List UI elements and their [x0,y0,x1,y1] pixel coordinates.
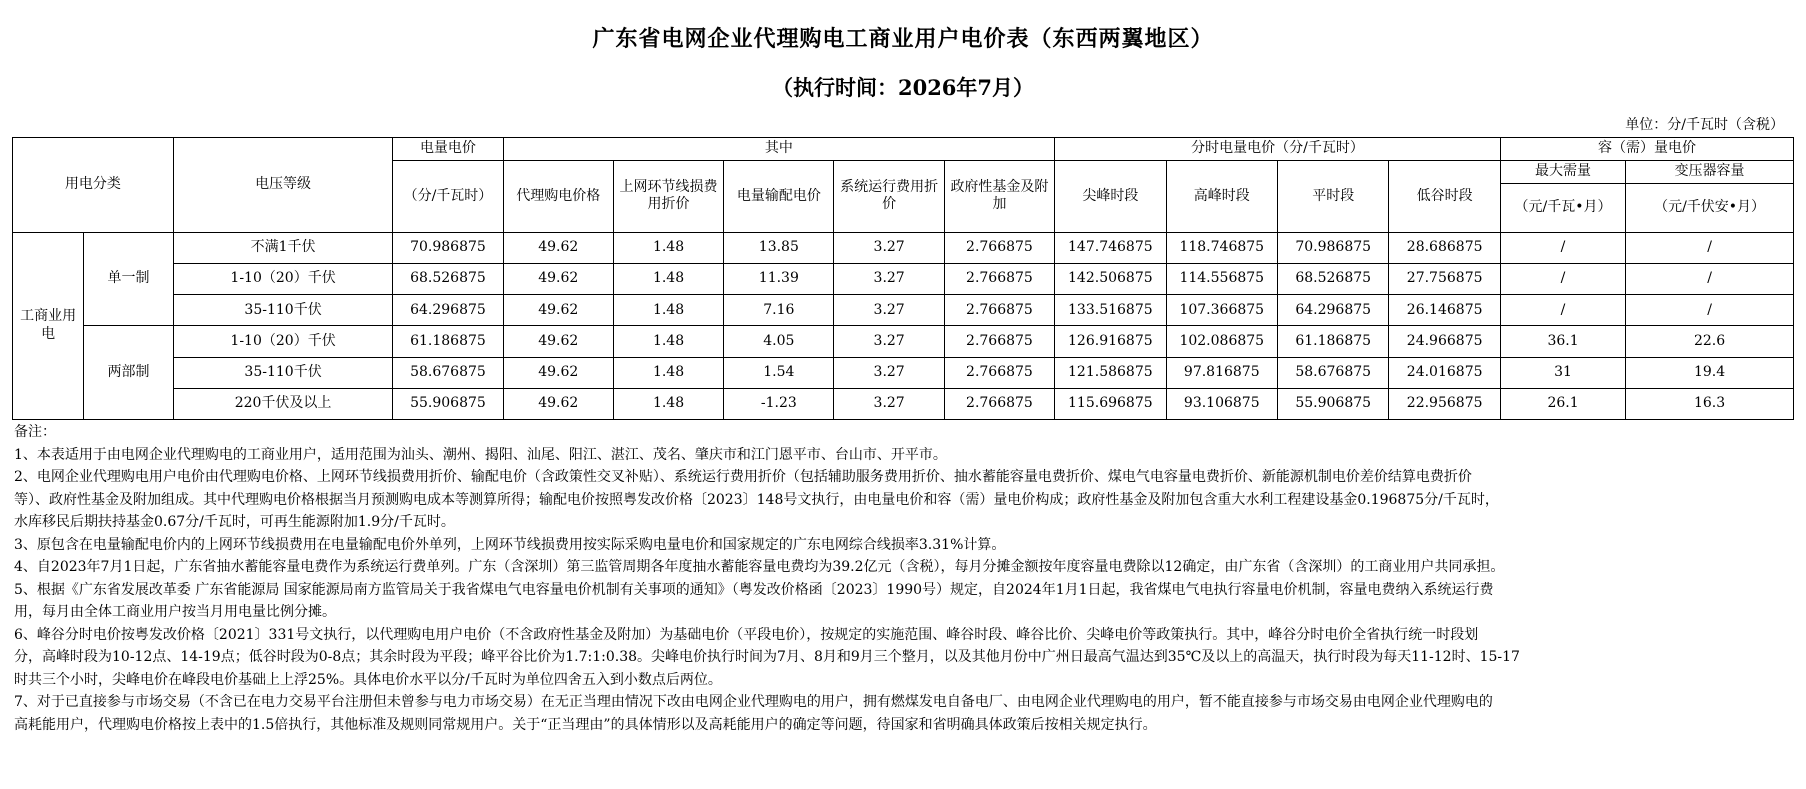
flat-cell: 70.986875 [1277,232,1388,263]
peak-cell: 118.746875 [1166,232,1277,263]
note-line: 1、本表适用于由电网企业代理购电的工商业用户，适用范围为汕头、潮州、揭阳、汕尾、阳江、湛江、茂名、肇庆市和江门恩平市、台山市、开平市。 [14,446,947,463]
price-table [12,137,1794,420]
valley-cell: 24.016875 [1389,357,1500,388]
valley-cell: 22.956875 [1389,388,1500,419]
energy-cell: 68.526875 [393,263,503,294]
demand-cell: 26.1 [1500,388,1625,419]
fund-cell: 2.766875 [944,232,1054,263]
voltage-cell: 35-110千伏 [173,357,392,388]
header-transformer: 变压器容量 [1626,161,1794,184]
sharp-cell: 142.506875 [1055,263,1166,294]
note-line: 6、峰谷分时电价按粤发改价格〔2021〕331号文执行，以代理购电用户电价（不含政府性基金及附加）为基础电价（平段电价），按规定的实施范围、峰谷时段、峰谷比价、尖峰电价等政策执行。其中，峰谷分时电价全省执行统一时段划 [14,626,1479,643]
demand-cell: / [1500,295,1625,326]
transmission-cell: 11.39 [724,263,834,294]
header-energy-price: 电量电价 [393,138,503,161]
flat-cell: 64.296875 [1277,295,1388,326]
transformer-cell: / [1626,232,1794,263]
flat-cell: 61.186875 [1277,326,1388,357]
fund-cell: 2.766875 [944,326,1054,357]
voltage-cell: 不满1千伏 [173,232,392,263]
note-line: 7、对于已直接参与市场交易（不含已在电力交易平台注册但未曾参与电力市场交易）在无正当理由情况下改由电网企业代理购电的用户，拥有燃煤发电自备电厂、由电网企业代理购电的用户，暂不能直接参与市场交易由电网企业代理购电的 [14,694,1493,710]
transformer-cell: 19.4 [1626,357,1794,388]
notes-section [14,421,1796,736]
voltage-cell: 1-10（20）千伏 [173,326,392,357]
system-cell: 3.27 [834,326,944,357]
transmission-cell: -1.23 [724,388,834,419]
header-row-1 [13,138,1794,161]
table-row [13,295,1794,326]
fund-cell: 2.766875 [944,295,1054,326]
loss-cell: 1.48 [613,263,723,294]
sharp-cell: 121.586875 [1055,357,1166,388]
voltage-cell: 35-110千伏 [173,295,392,326]
table-row [13,232,1794,263]
note-line: 2、电网企业代理购电用户电价由代理购电价格、上网环节线损费用折价、输配电价（含政策性交叉补贴）、系统运行费用折价（包括辅助服务费用折价、抽水蓄能容量电费折价、煤电气电容量电费折价、新能源机制电价差价结算电费折价 [14,469,1472,485]
header-of-which: 其中 [503,138,1055,161]
note-line: 高耗能用户，代理购电价格按上表中的1.5倍执行，其他标准及规则同常规用户。关于“正当理由”的具体情形以及高耗能用户的确定等问题，待国家和省明确具体政策后按相关规定执行。 [14,716,1157,733]
loss-cell: 1.48 [613,388,723,419]
system-cell: 3.27 [834,388,944,419]
transmission-cell: 4.05 [724,326,834,357]
valley-cell: 27.756875 [1389,263,1500,294]
valley-cell: 28.686875 [1389,232,1500,263]
note-line: 3、原包含在电量输配电价内的上网环节线损费用在电量输配电价外单列，上网环节线损费用按实际采购电量电价和国家规定的广东电网综合线损率3.31%计算。 [14,536,1006,553]
header-proxy: 代理购电价格 [503,161,613,233]
sharp-cell: 133.516875 [1055,295,1166,326]
header-system: 系统运行费用折价 [834,161,944,233]
loss-cell: 1.48 [613,326,723,357]
voltage-cell: 220千伏及以上 [173,388,392,419]
energy-cell: 61.186875 [393,326,503,357]
peak-cell: 97.816875 [1166,357,1277,388]
transformer-cell: 22.6 [1626,326,1794,357]
note-line: 时共三个小时，尖峰电价在峰段电价基础上上浮25%。具体电价水平以分/千瓦时为单位四舍五入到小数点后两位。 [14,671,722,688]
notes-heading: 备注： [14,424,56,440]
header-max-demand: 最大需量 [1500,161,1625,184]
table-row [13,357,1794,388]
note-line: 4、自2023年7月1日起，广东省抽水蓄能容量电费作为系统运行费单列。广东（含深圳）第三监管周期各年度抽水蓄能容量电费均为39.2亿元（含税），每月分摊金额按年度容量电费除以12确定，由广东省（含深圳）的工商业用户共同承担。 [14,559,1505,575]
group-two-cell: 两部制 [84,326,174,420]
system-cell: 3.27 [834,357,944,388]
header-sharp-peak: 尖峰时段 [1055,161,1166,233]
peak-cell: 114.556875 [1166,263,1277,294]
transformer-cell: / [1626,263,1794,294]
header-loss: 上网环节线损费用折价 [613,161,723,233]
transmission-cell: 7.16 [724,295,834,326]
transmission-cell: 1.54 [724,357,834,388]
demand-cell: 36.1 [1500,326,1625,357]
loss-cell: 1.48 [613,357,723,388]
header-energy-unit: （分/千瓦时） [393,161,503,233]
note-line: 分，高峰时段为10-12点、14-19点；低谷时段为0-8点；其余时段为平段；峰平谷比价为1.7:1:0.38。尖峰电价执行时间为7月、8月和9月三个整月，以及其他月份中广州日最高气温达到35℃及以上的高温天，执行时段为每天11-12时、15-17 [14,649,1520,665]
system-cell: 3.27 [834,263,944,294]
loss-cell: 1.48 [613,295,723,326]
peak-cell: 102.086875 [1166,326,1277,357]
energy-cell: 70.986875 [393,232,503,263]
proxy-cell: 49.62 [503,357,613,388]
table-row [13,263,1794,294]
page-title: 广东省电网企业代理购电工商业用户电价表（东西两翼地区） [592,26,1214,52]
header-transformer-unit: （元/千伏安•月） [1626,184,1794,233]
proxy-cell: 49.62 [503,263,613,294]
category-cell: 工商业用电 [13,232,84,419]
valley-cell: 26.146875 [1389,295,1500,326]
header-transmission: 电量输配电价 [724,161,834,233]
header-voltage: 电压等级 [173,138,392,233]
fund-cell: 2.766875 [944,263,1054,294]
peak-cell: 93.106875 [1166,388,1277,419]
header-flat: 平时段 [1277,161,1388,233]
note-line: 等）、政府性基金及附加组成。其中代理购电价格根据当月预测购电成本等测算所得；输配电价按照粤发改价格〔2023〕148号文执行，由电量电价和容（需）量电价构成；政府性基金及附加包含重大水利工程建设基金0.196875分/千瓦时， [14,491,1499,508]
flat-cell: 55.906875 [1277,388,1388,419]
loss-cell: 1.48 [613,232,723,263]
flat-cell: 68.526875 [1277,263,1388,294]
header-capacity: 容（需）量电价 [1500,138,1793,161]
flat-cell: 58.676875 [1277,357,1388,388]
transmission-cell: 13.85 [724,232,834,263]
valley-cell: 24.966875 [1389,326,1500,357]
note-line: 5、根据《广东省发展改革委 广东省能源局 国家能源局南方监管局关于我省煤电气电容量电价机制有关事项的通知》（粤发改价格函〔2023〕1990号）规定，自2024年1月1日起，我省煤电气电执行容量电价机制，容量电费纳入系统运行费 [14,581,1494,598]
energy-cell: 55.906875 [393,388,503,419]
page-subtitle: （执行时间：2026年7月） [771,75,1035,100]
group-single-cell: 单一制 [84,232,174,326]
peak-cell: 107.366875 [1166,295,1277,326]
fund-cell: 2.766875 [944,357,1054,388]
transformer-cell: / [1626,295,1794,326]
sharp-cell: 126.916875 [1055,326,1166,357]
header-tou: 分时电量电价（分/千瓦时） [1055,138,1501,161]
header-max-demand-unit: （元/千瓦•月） [1500,184,1625,233]
header-peak: 高峰时段 [1166,161,1277,233]
demand-cell: / [1500,232,1625,263]
header-fund: 政府性基金及附加 [944,161,1054,233]
table-row [13,326,1794,357]
unit-label: 单位：分/千瓦时（含税） [1625,117,1784,133]
system-cell: 3.27 [834,232,944,263]
fund-cell: 2.766875 [944,388,1054,419]
table-row [13,388,1794,419]
proxy-cell: 49.62 [503,326,613,357]
voltage-cell: 1-10（20）千伏 [173,263,392,294]
energy-cell: 58.676875 [393,357,503,388]
energy-cell: 64.296875 [393,295,503,326]
proxy-cell: 49.62 [503,232,613,263]
demand-cell: 31 [1500,357,1625,388]
demand-cell: / [1500,263,1625,294]
proxy-cell: 49.62 [503,388,613,419]
system-cell: 3.27 [834,295,944,326]
note-line: 用，每月由全体工商业用户按当月用电量比例分摊。 [14,604,336,620]
sharp-cell: 147.746875 [1055,232,1166,263]
proxy-cell: 49.62 [503,295,613,326]
transformer-cell: 16.3 [1626,388,1794,419]
header-valley: 低谷时段 [1389,161,1500,233]
sharp-cell: 115.696875 [1055,388,1166,419]
header-category: 用电分类 [13,138,174,233]
note-line: 水库移民后期扶持基金0.67分/千瓦时，可再生能源附加1.9分/千瓦时。 [14,514,455,530]
